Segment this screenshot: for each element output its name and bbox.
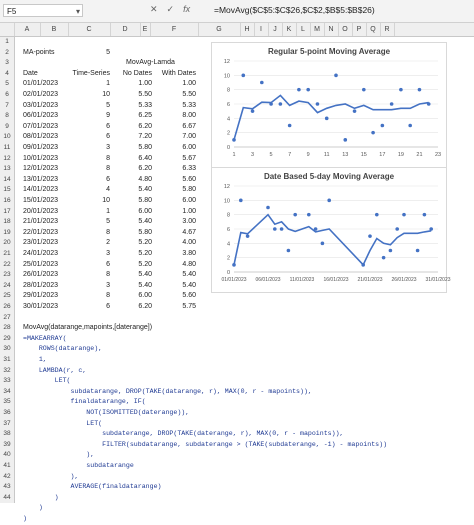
- row-header-2[interactable]: 2: [0, 48, 15, 59]
- y-tick-label: 6: [226, 102, 230, 108]
- formula-code-line[interactable]: subdatarange: [23, 462, 134, 469]
- ma-points-label[interactable]: MA-points: [23, 48, 55, 56]
- column-header-o[interactable]: O: [338, 23, 353, 36]
- table-cell-date[interactable]: 15/01/2023: [23, 197, 59, 204]
- y-tick-label: 8: [226, 212, 230, 219]
- formula-code-line[interactable]: finaldatarange, IF(: [23, 398, 146, 406]
- data-point: [408, 124, 412, 128]
- table-cell-date[interactable]: 26/01/2023: [23, 271, 59, 279]
- data-point: [251, 109, 255, 113]
- row-header-35[interactable]: 35: [0, 397, 15, 408]
- row-header-26[interactable]: 26: [0, 302, 15, 313]
- table-cell-series[interactable]: 2: [106, 239, 110, 247]
- table-cell-date[interactable]: 08/01/2023: [23, 133, 59, 141]
- moving-average-line: [234, 215, 431, 265]
- table-cell-date[interactable]: 20/01/2023: [23, 207, 59, 215]
- y-tick-label: 8: [226, 87, 230, 94]
- x-tick-label: 01/01/2023: [221, 277, 247, 283]
- table-cell-date[interactable]: 12/01/2023: [23, 165, 59, 173]
- row-header-39[interactable]: 39: [0, 440, 15, 451]
- data-point: [280, 227, 284, 231]
- row-header-44[interactable]: 44: [0, 493, 15, 504]
- formula-code-line[interactable]: FILTER(subdatarange, subdaterange > (TAKE(subdaterange, -1) - mapoints)): [23, 440, 388, 448]
- row-header-16[interactable]: 16: [0, 196, 15, 207]
- table-cell-withdates[interactable]: 6.00: [182, 144, 196, 151]
- x-tick-label: 3: [251, 152, 255, 158]
- name-box[interactable]: [3, 4, 83, 17]
- data-point: [232, 138, 236, 142]
- data-point: [293, 213, 297, 217]
- y-tick-label: 10: [223, 73, 230, 80]
- select-all-corner[interactable]: [0, 23, 15, 36]
- table-cell-series[interactable]: 8: [106, 292, 110, 300]
- x-tick-label: 31/01/2023: [425, 277, 451, 283]
- formula-code-line[interactable]: ROWS(datarange),: [23, 345, 103, 353]
- row-header-29[interactable]: 29: [0, 334, 15, 345]
- table-cell-date[interactable]: 13/01/2023: [23, 175, 59, 183]
- data-point: [353, 109, 357, 113]
- x-tick-label: 23: [434, 152, 442, 158]
- table-cell-series[interactable]: 4: [106, 186, 110, 194]
- table-cell-nodates[interactable]: 5.80: [138, 197, 152, 204]
- formula-code-line[interactable]: LET(: [23, 377, 71, 385]
- data-point: [239, 199, 243, 203]
- table-cell-date[interactable]: 10/01/2023: [23, 154, 59, 162]
- header-no-dates[interactable]: No Dates: [122, 69, 152, 77]
- table-cell-nodates[interactable]: 5.80: [138, 144, 152, 151]
- x-tick-label: 7: [288, 152, 292, 158]
- table-cell-nodates[interactable]: 6.20: [138, 303, 152, 310]
- table-cell-withdates[interactable]: 5.60: [182, 292, 196, 300]
- name-box-value: F5: [7, 7, 17, 16]
- data-point: [423, 213, 427, 217]
- table-cell-date[interactable]: 07/01/2023: [23, 122, 59, 130]
- data-point: [381, 124, 385, 128]
- column-header-g[interactable]: G: [198, 23, 241, 36]
- y-tick-label: 4: [226, 116, 230, 123]
- table-cell-withdates[interactable]: 5.33: [182, 101, 196, 109]
- column-header-r[interactable]: R: [380, 23, 395, 36]
- table-cell-date[interactable]: 29/01/2023: [23, 292, 59, 300]
- table-cell-withdates[interactable]: 6.00: [182, 197, 196, 204]
- table-cell-withdates[interactable]: 1.00: [182, 207, 196, 215]
- table-cell-date[interactable]: 30/01/2023: [23, 303, 59, 310]
- row-header-34[interactable]: 34: [0, 387, 15, 398]
- row-header-14[interactable]: 14: [0, 175, 15, 186]
- row-header-38[interactable]: 38: [0, 429, 15, 440]
- row-header-15[interactable]: 15: [0, 185, 15, 196]
- data-point: [429, 227, 433, 231]
- data-point: [334, 74, 338, 78]
- formula-icons: [150, 4, 199, 15]
- data-point: [307, 213, 311, 217]
- y-tick-label: 10: [223, 198, 230, 205]
- row-header-24[interactable]: 24: [0, 281, 15, 292]
- table-cell-nodates[interactable]: 6.25: [138, 112, 152, 120]
- table-cell-nodates[interactable]: 5.20: [138, 260, 152, 268]
- table-cell-withdates[interactable]: 5.50: [182, 91, 196, 98]
- data-point: [306, 88, 310, 92]
- column-header-d[interactable]: D: [110, 23, 141, 36]
- table-cell-series[interactable]: 9: [106, 112, 110, 120]
- formula-code-line[interactable]: subdaterange, DROP(TAKE(daterange, r), MAX(0, r - mapoints)),: [23, 430, 344, 438]
- table-cell-series[interactable]: 6: [106, 260, 110, 268]
- data-point: [395, 227, 399, 231]
- table-cell-nodates[interactable]: 5.50: [138, 91, 152, 98]
- row-header-8[interactable]: 8: [0, 111, 15, 122]
- table-cell-series[interactable]: 5: [106, 101, 110, 109]
- x-tick-label: 19: [397, 152, 404, 158]
- row-header-41[interactable]: 41: [0, 461, 15, 472]
- x-tick-label: 16/01/2023: [323, 277, 349, 283]
- data-point: [427, 102, 431, 106]
- column-header-f[interactable]: F: [150, 23, 199, 36]
- table-cell-nodates[interactable]: 5.20: [138, 250, 152, 257]
- data-point: [368, 234, 372, 238]
- table-cell-nodates[interactable]: 5.33: [138, 101, 152, 109]
- table-cell-date[interactable]: 21/01/2023: [23, 218, 59, 226]
- table-cell-series[interactable]: 10: [102, 197, 110, 204]
- row-header-37[interactable]: 37: [0, 419, 15, 430]
- data-point: [371, 131, 375, 135]
- formula-code-line[interactable]: ),: [23, 472, 79, 480]
- column-header-a[interactable]: A: [14, 23, 41, 36]
- x-tick-label: 21/01/2023: [357, 277, 383, 283]
- data-point: [241, 74, 245, 78]
- table-cell-series[interactable]: 1: [106, 207, 110, 215]
- data-point: [232, 263, 236, 267]
- header-date[interactable]: Date: [23, 69, 38, 77]
- formula-input[interactable]: =MovAvg($C$5:$C$26,$C$2,$B$5:$B$26): [214, 5, 375, 15]
- column-header-p[interactable]: P: [352, 23, 367, 36]
- data-point: [362, 88, 366, 92]
- table-cell-date[interactable]: 03/01/2023: [23, 101, 59, 109]
- data-point: [316, 102, 320, 106]
- cancel-icon[interactable]: ✕: [150, 4, 158, 14]
- table-cell-date[interactable]: 22/01/2023: [23, 228, 59, 236]
- row-header-28[interactable]: 28: [0, 323, 15, 334]
- row-header-40[interactable]: 40: [0, 450, 15, 461]
- table-cell-series[interactable]: 6: [106, 175, 110, 183]
- table-cell-date[interactable]: 09/01/2023: [23, 144, 59, 151]
- table-cell-series[interactable]: 8: [106, 228, 110, 236]
- table-cell-series[interactable]: 8: [106, 165, 110, 173]
- table-cell-series[interactable]: 8: [106, 271, 110, 279]
- table-cell-nodates[interactable]: 5.80: [138, 228, 152, 236]
- y-tick-label: 12: [223, 184, 230, 190]
- table-cell-nodates[interactable]: 6.00: [138, 207, 152, 215]
- row-header-1[interactable]: 1: [0, 37, 15, 48]
- row-header-20[interactable]: 20: [0, 238, 15, 249]
- data-point: [399, 88, 403, 92]
- data-point: [382, 256, 386, 260]
- x-tick-label: 13: [342, 152, 349, 158]
- data-point: [390, 102, 394, 106]
- table-cell-series[interactable]: 1: [106, 80, 110, 88]
- x-tick-label: 11: [323, 152, 330, 158]
- x-tick-label: 26/01/2023: [391, 277, 417, 283]
- column-header-l[interactable]: L: [296, 23, 311, 36]
- data-point: [418, 88, 422, 92]
- data-point: [375, 213, 379, 217]
- row-header-18[interactable]: 18: [0, 217, 15, 228]
- chart-title: Date Based 5-day Moving Average: [263, 172, 395, 181]
- row-header-33[interactable]: 33: [0, 376, 15, 387]
- data-point: [260, 81, 264, 85]
- data-point: [325, 117, 329, 121]
- table-cell-nodates[interactable]: 5.40: [138, 186, 152, 194]
- data-point: [279, 102, 283, 106]
- row-header-42[interactable]: 42: [0, 472, 15, 483]
- column-header-q[interactable]: Q: [366, 23, 381, 36]
- table-cell-series[interactable]: 5: [106, 218, 110, 226]
- enter-icon[interactable]: ✓: [166, 4, 175, 14]
- table-cell-withdates[interactable]: 3.00: [182, 218, 196, 226]
- table-cell-series[interactable]: 6: [106, 122, 110, 130]
- formula-code-line[interactable]: LAMBDA(r, c,: [23, 366, 87, 374]
- data-point: [287, 249, 291, 253]
- column-header-m[interactable]: M: [310, 23, 325, 36]
- data-point: [266, 206, 270, 210]
- formula-code-line[interactable]: ): [23, 515, 27, 522]
- row-header-12[interactable]: 12: [0, 154, 15, 165]
- chart-date-ma[interactable]: [211, 167, 451, 293]
- table-cell-nodates[interactable]: 6.00: [138, 292, 152, 300]
- table-cell-withdates[interactable]: 6.33: [182, 165, 196, 173]
- table-cell-withdates[interactable]: 4.67: [182, 228, 196, 236]
- data-point: [269, 102, 273, 106]
- formula-code-line[interactable]: ): [23, 504, 43, 512]
- x-tick-label: 11/01/2023: [289, 277, 315, 283]
- y-tick-label: 2: [226, 255, 230, 262]
- table-cell-withdates[interactable]: 8.00: [182, 112, 196, 120]
- row-header-5[interactable]: 5: [0, 79, 15, 90]
- formula-code-line[interactable]: AVERAGE(finaldatarange): [23, 483, 162, 491]
- data-point: [402, 213, 406, 217]
- row-header-11[interactable]: 11: [0, 143, 15, 154]
- row-header-23[interactable]: 23: [0, 270, 15, 281]
- data-point: [297, 88, 301, 92]
- table-cell-series[interactable]: 3: [106, 250, 110, 257]
- formula-code-line[interactable]: LET(: [23, 419, 103, 427]
- x-tick-label: 5: [269, 152, 273, 158]
- table-cell-series[interactable]: 10: [102, 91, 110, 98]
- row-header-17[interactable]: 17: [0, 207, 15, 218]
- table-cell-withdates[interactable]: 6.67: [182, 122, 196, 130]
- row-header-10[interactable]: 10: [0, 132, 15, 143]
- table-cell-series[interactable]: 3: [106, 281, 110, 289]
- table-cell-withdates[interactable]: 5.40: [182, 281, 196, 289]
- table-cell-withdates[interactable]: 5.75: [182, 303, 196, 310]
- row-header-9[interactable]: 9: [0, 122, 15, 133]
- table-cell-withdates[interactable]: 5.40: [182, 271, 196, 279]
- table-cell-nodates[interactable]: 7.20: [138, 133, 152, 141]
- row-header-25[interactable]: 25: [0, 291, 15, 302]
- column-header-i[interactable]: I: [254, 23, 269, 36]
- y-tick-label: 0: [226, 270, 230, 276]
- row-header-7[interactable]: 7: [0, 101, 15, 112]
- row-header-4[interactable]: 4: [0, 69, 15, 80]
- table-cell-date[interactable]: 06/01/2023: [23, 112, 59, 120]
- formula-code-line[interactable]: subdatarange, DROP(TAKE(datarange, r), MAX(0, r - mapoints)),: [23, 387, 312, 395]
- column-header-bar: [0, 23, 474, 37]
- column-header-k[interactable]: K: [282, 23, 297, 36]
- row-header-43[interactable]: 43: [0, 482, 15, 493]
- lambda-signature[interactable]: MovAvg(datarange,mapoints,[daterange]): [23, 324, 153, 332]
- table-cell-nodates[interactable]: 1.00: [138, 80, 152, 88]
- formula-code-line[interactable]: =MAKEARRAY(: [23, 334, 67, 342]
- table-cell-nodates[interactable]: 4.80: [138, 175, 152, 183]
- data-point: [389, 249, 393, 253]
- row-header-22[interactable]: 22: [0, 260, 15, 271]
- data-point: [246, 234, 250, 238]
- function-icon[interactable]: fx: [183, 4, 191, 14]
- data-point: [288, 124, 292, 128]
- movavg-header[interactable]: MovAvg-Lamda: [126, 59, 175, 67]
- data-point: [314, 227, 318, 231]
- table-cell-withdates[interactable]: 5.80: [182, 186, 196, 194]
- y-tick-label: 2: [226, 130, 230, 137]
- formula-code-line[interactable]: 1,: [23, 356, 47, 363]
- table-cell-withdates[interactable]: 3.80: [182, 250, 196, 257]
- row-header-13[interactable]: 13: [0, 164, 15, 175]
- x-tick-label: 1: [232, 152, 236, 158]
- column-header-b[interactable]: B: [40, 23, 69, 36]
- formula-bar: [0, 0, 474, 23]
- table-cell-withdates[interactable]: 7.00: [182, 133, 196, 141]
- table-cell-series[interactable]: 6: [106, 303, 110, 310]
- table-cell-date[interactable]: 23/01/2023: [23, 239, 59, 247]
- table-cell-nodates[interactable]: 5.40: [138, 218, 152, 226]
- data-point: [273, 227, 277, 231]
- ma-points-value[interactable]: 5: [106, 48, 110, 56]
- row-header-6[interactable]: 6: [0, 90, 15, 101]
- y-tick-label: 6: [226, 227, 230, 233]
- table-cell-nodates[interactable]: 5.40: [138, 281, 152, 289]
- x-tick-label: 15: [360, 152, 367, 158]
- formula-code-line[interactable]: ): [23, 493, 59, 501]
- x-tick-label: 21: [416, 152, 423, 158]
- table-cell-nodates[interactable]: 5.20: [138, 239, 152, 247]
- row-header-21[interactable]: 21: [0, 249, 15, 260]
- table-cell-withdates[interactable]: 4.00: [182, 239, 196, 247]
- table-cell-nodates[interactable]: 6.40: [138, 154, 152, 162]
- chevron-down-icon[interactable]: ▾: [75, 7, 80, 16]
- row-header-3[interactable]: 3: [0, 58, 15, 69]
- data-point: [327, 199, 331, 203]
- column-header-e[interactable]: E: [140, 23, 151, 36]
- header-with-dates[interactable]: With Dates: [161, 69, 196, 77]
- data-point: [321, 242, 325, 246]
- table-cell-date[interactable]: 01/01/2023: [23, 80, 59, 88]
- data-point: [416, 249, 420, 253]
- chart-svg: [212, 43, 446, 167]
- y-tick-label: 12: [223, 59, 230, 65]
- table-cell-withdates[interactable]: 1.00: [182, 80, 196, 88]
- table-cell-withdates[interactable]: 5.67: [182, 154, 196, 162]
- x-tick-label: 06/01/2023: [255, 277, 281, 283]
- x-tick-label: 9: [306, 152, 310, 158]
- table-cell-withdates[interactable]: 4.80: [182, 260, 196, 268]
- formula-code-line[interactable]: NOT(ISOMITTED(daterange)),: [23, 409, 190, 416]
- table-cell-series[interactable]: 3: [106, 144, 110, 151]
- row-header-30[interactable]: 30: [0, 344, 15, 355]
- row-header-31[interactable]: 31: [0, 355, 15, 366]
- row-header-19[interactable]: 19: [0, 228, 15, 239]
- formula-code-line[interactable]: ),: [23, 451, 95, 459]
- moving-average-line: [234, 95, 429, 139]
- row-header-32[interactable]: 32: [0, 366, 15, 377]
- chart-regular-ma[interactable]: [211, 42, 447, 168]
- column-header-c[interactable]: C: [68, 23, 111, 36]
- x-tick-label: 17: [379, 152, 386, 158]
- column-header-n[interactable]: N: [324, 23, 339, 36]
- row-header-27[interactable]: 27: [0, 313, 15, 324]
- row-header-36[interactable]: 36: [0, 408, 15, 419]
- column-header-j[interactable]: J: [268, 23, 283, 36]
- data-point: [343, 138, 347, 142]
- table-cell-date[interactable]: 25/01/2023: [23, 260, 59, 268]
- table-cell-nodates[interactable]: 6.20: [138, 122, 152, 130]
- data-point: [361, 263, 365, 267]
- y-tick-label: 4: [226, 241, 230, 248]
- chart-title: Regular 5-point Moving Average: [267, 47, 391, 56]
- table-cell-withdates[interactable]: 5.60: [182, 175, 196, 183]
- table-cell-series[interactable]: 8: [106, 154, 110, 162]
- table-cell-date[interactable]: 24/01/2023: [23, 250, 59, 257]
- table-cell-date[interactable]: 28/01/2023: [23, 281, 59, 289]
- table-cell-nodates[interactable]: 5.40: [138, 271, 152, 279]
- header-time-series[interactable]: Time-Series: [72, 69, 110, 77]
- table-cell-nodates[interactable]: 6.20: [138, 165, 152, 173]
- table-cell-date[interactable]: 14/01/2023: [23, 186, 59, 194]
- column-header-h[interactable]: H: [240, 23, 255, 36]
- y-tick-label: 0: [226, 145, 230, 151]
- chart-svg: [212, 168, 451, 292]
- table-cell-date[interactable]: 02/01/2023: [23, 91, 59, 98]
- table-cell-series[interactable]: 6: [106, 133, 110, 141]
